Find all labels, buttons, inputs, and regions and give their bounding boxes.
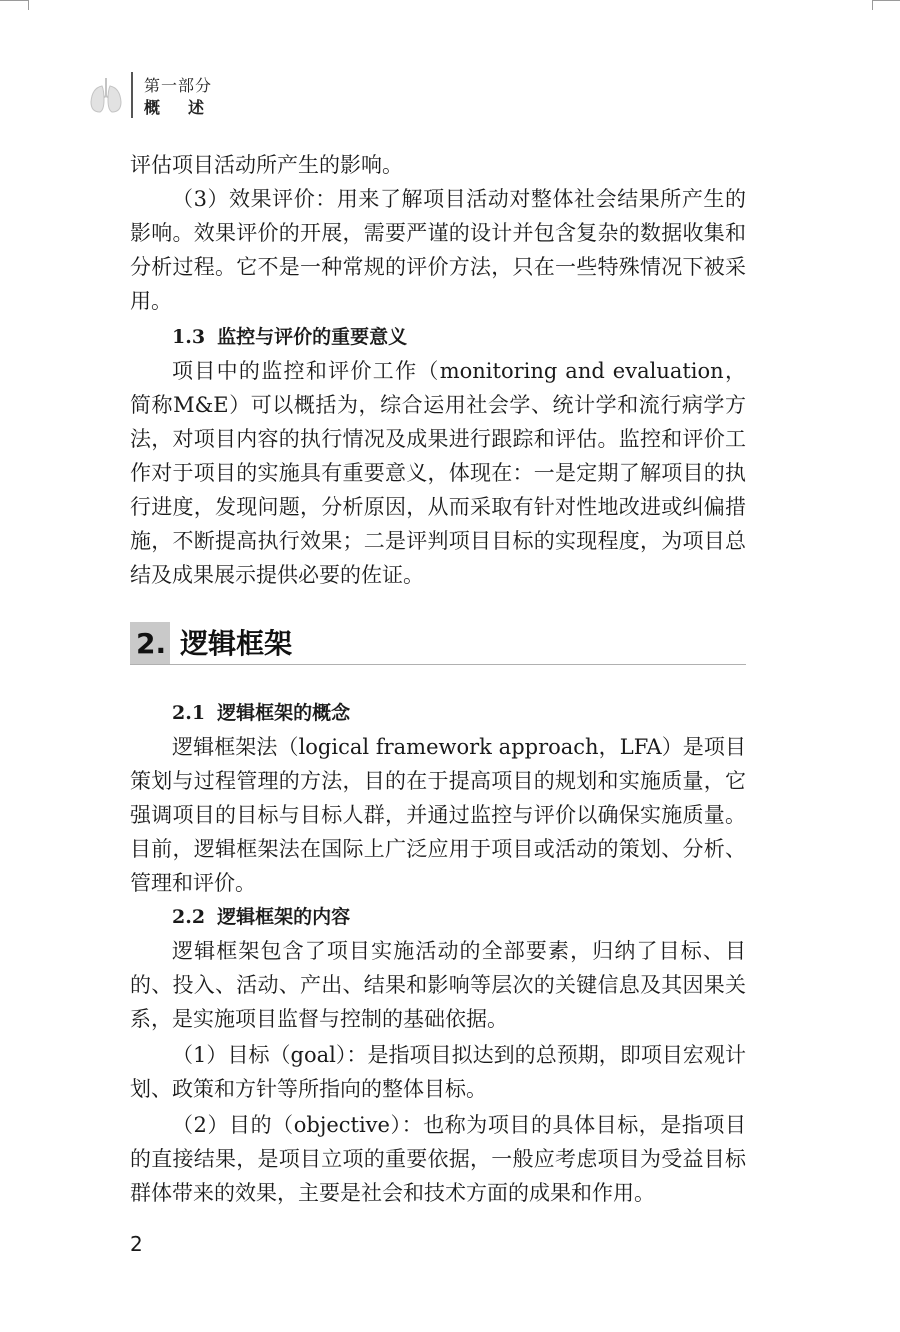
subheading-1-3: [172, 322, 407, 352]
subheading-number: 2.2: [172, 906, 206, 928]
section-number: 2.: [136, 627, 167, 660]
subheading-number: 2.1: [172, 702, 206, 724]
paragraph-lfa-content: 逻辑框架包含了项目实施活动的全部要素，归纳了目标、目的、投入、活动、产出、结果和影响等层次的关键信息及其因果关系，是实施项目监督与控制的基础依据。: [130, 939, 746, 1031]
subheading-2-2: [172, 902, 350, 932]
crop-mark: [872, 0, 873, 10]
paragraph-effect-evaluation: （3）效果评价：用来了解项目活动对整体社会结果所产生的影响。效果评价的开展，需要严谨的设计并包含复杂的数据收集和分析过程。它不是一种常规的评价方法，只在一些特殊情况下被采用。: [130, 187, 746, 313]
lungs-icon: [88, 76, 124, 116]
paragraph-me-importance: 项目中的监控和评价工作（monitoring and evaluation，简称M&E）可以概括为，综合运用社会学、统计学和流行病学方法，对项目内容的执行情况及成果进行跟踪和评估。监控和评价工作对于项目的实施具有重要意义，体现在：一是定期了解项目的执行进度，发现问题，分析原因，从而采取有针对性地改进或纠偏措施，不断提高执行效果；二是评判项目目标的实现程度，为项目总结及成果展示提供必要的佐证。: [130, 359, 746, 587]
header-divider: [131, 72, 133, 118]
subheading-title: 监控与评价的重要意义: [217, 326, 408, 348]
paragraph-objective: （2）目的（objective）：也称为项目的具体目标，是指项目的直接结果，是项目立项的重要依据，一般应考虑项目为受益目标群体带来的效果，主要是社会和技术方面的成果和作用。: [130, 1113, 746, 1205]
header-chapter-title: 概述: [144, 98, 233, 117]
section-heading-2: [136, 624, 292, 664]
paragraph-goal: （1）目标（goal）：是指项目拟达到的总预期，即项目宏观计划、政策和方针等所指向的整体目标。: [130, 1043, 746, 1101]
crop-mark: [0, 0, 28, 1]
crop-mark: [28, 0, 29, 10]
subheading-2-1: [172, 698, 350, 728]
paragraph-lfa-concept: 逻辑框架法（logical framework approach，LFA）是项目策划与过程管理的方法，目的在于提高项目的规划和实施质量，它强调项目的目标与目标人群，并通过监控与评价以确保实施质量。目前，逻辑框架法在国际上广泛应用于项目或活动的策划、分析、管理和评价。: [130, 735, 746, 895]
crop-mark: [872, 0, 900, 1]
subheading-title: 逻辑框架的内容: [217, 906, 351, 928]
section-rule: [130, 664, 746, 665]
paragraph-continuation: 评估项目活动所产生的影响。: [130, 153, 403, 177]
page-number: 2: [130, 1232, 143, 1256]
subheading-number: 1.3: [172, 326, 206, 348]
subheading-title: 逻辑框架的概念: [217, 702, 351, 724]
section-title: 逻辑框架: [180, 627, 293, 660]
header-part-label: 第一部分: [144, 76, 213, 95]
